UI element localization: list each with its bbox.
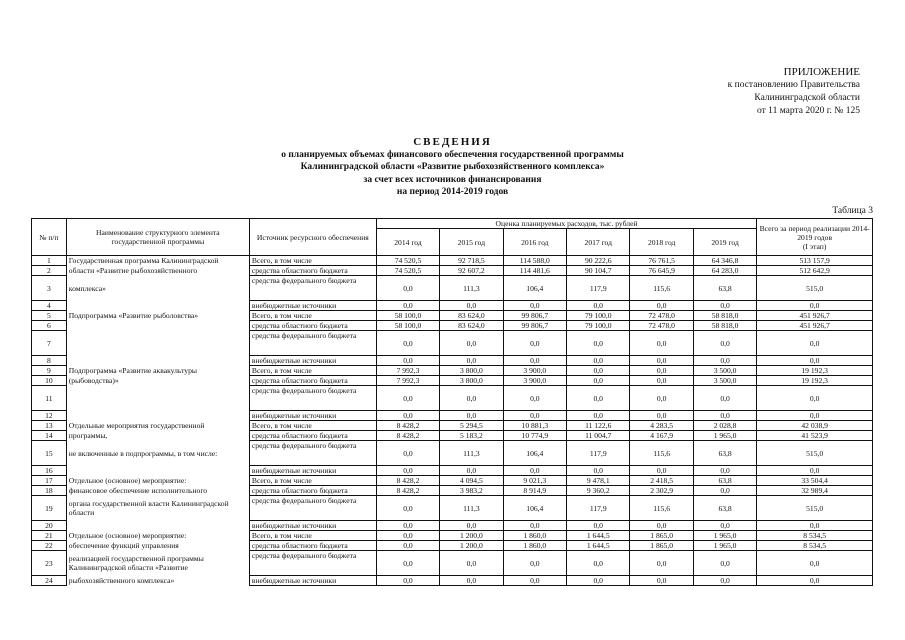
funding-source: средства федерального бюджета [249,276,376,301]
year-value: 0,0 [376,541,439,551]
year-value: 0,0 [376,386,439,411]
year-value: 10 881,3 [503,421,566,431]
funding-source: Всего, в том числе [249,476,376,486]
row-number: 14 [32,431,67,441]
row-number: 17 [32,476,67,486]
year-value: 72 478,0 [630,311,693,321]
year-value: 115,6 [630,441,693,466]
element-name-cell [66,331,249,356]
year-value: 0,0 [376,441,439,466]
year-value: 0,0 [630,386,693,411]
year-value: 114 481,6 [503,266,566,276]
year-value: 1 860,0 [503,531,566,541]
year-value: 74 520,5 [376,266,439,276]
element-name-cell: области «Развитие рыбохозяйственного [66,266,249,276]
year-value: 1 965,0 [693,531,756,541]
year-value: 0,0 [630,301,693,311]
heading-line: Калининградской области «Развитие рыбохозяйственного комплекса» [300,162,605,172]
table-row [32,311,873,321]
year-value: 0,0 [503,551,566,576]
funding-source: внебюджетные источники [249,301,376,311]
total-value: 41 523,9 [757,431,873,441]
year-value: 0,0 [693,386,756,411]
funding-source: средства федерального бюджета [249,331,376,356]
row-number: 12 [32,411,67,421]
year-value: 0,0 [567,376,630,386]
element-name-cell: рыбохозяйственного комплекса» [66,576,249,586]
year-value: 76 645,9 [630,266,693,276]
year-value: 7 992,3 [376,376,439,386]
table-row [32,476,873,486]
year-value: 92 607,2 [440,266,503,276]
table-row [32,421,873,431]
year-value: 9 478,1 [567,476,630,486]
funding-source: средства областного бюджета [249,541,376,551]
total-value: 0,0 [757,551,873,576]
year-value: 3 800,0 [440,366,503,376]
table-row [32,431,873,441]
year-value: 0,0 [693,521,756,531]
year-value: 0,0 [630,376,693,386]
header-year: 2014 год [376,229,439,256]
total-value: 8 534,5 [757,541,873,551]
year-value: 4 283,5 [630,421,693,431]
row-number: 11 [32,386,67,411]
year-value: 0,0 [693,551,756,576]
year-value: 0,0 [567,551,630,576]
header-source: Источник ресурсного обеспечения [249,219,376,256]
year-value: 0,0 [630,466,693,476]
row-number: 9 [32,366,67,376]
funding-source: средства областного бюджета [249,486,376,496]
total-value: 0,0 [757,301,873,311]
element-name-cell: Подпрограмма «Развитие аквакультуры [66,366,249,376]
year-value: 0,0 [503,301,566,311]
row-number: 10 [32,376,67,386]
year-value: 0,0 [440,521,503,531]
year-value: 0,0 [503,576,566,586]
year-value: 79 100,0 [567,321,630,331]
year-value: 0,0 [376,521,439,531]
year-value: 99 806,7 [503,311,566,321]
table-row [32,256,873,266]
year-value: 0,0 [567,386,630,411]
row-number: 21 [32,531,67,541]
table-row [32,521,873,531]
year-value: 117,9 [567,276,630,301]
header-name: Наименование структурного элемента государственной программы [66,219,249,256]
header-stage: (I этап) [802,241,827,251]
year-value: 0,0 [503,466,566,476]
year-value: 0,0 [376,411,439,421]
header-total-label: Всего за период реализации 2014-2019 годов [759,223,870,242]
year-value: 3 800,0 [440,376,503,386]
year-value: 114 588,0 [503,256,566,266]
year-value: 11 004,7 [567,431,630,441]
funding-source: средства федерального бюджета [249,551,376,576]
year-value: 0,0 [503,411,566,421]
total-value: 0,0 [757,331,873,356]
year-value: 9 021,3 [503,476,566,486]
table-row [32,411,873,421]
funding-source: Всего, в том числе [249,421,376,431]
year-value: 1 200,0 [440,541,503,551]
table-row [32,486,873,496]
row-number: 19 [32,496,67,521]
heading-line: на период 2014-2019 годов [396,187,509,197]
year-value: 83 624,0 [440,311,503,321]
row-number: 1 [32,256,67,266]
row-number: 8 [32,356,67,366]
year-value: 0,0 [567,521,630,531]
element-name-cell: Отдельное (основное) мероприятие: [66,476,249,486]
year-value: 79 100,0 [567,311,630,321]
year-value: 0,0 [440,356,503,366]
row-number: 7 [32,331,67,356]
year-value: 0,0 [567,411,630,421]
funding-source: внебюджетные источники [249,521,376,531]
year-value: 10 774,9 [503,431,566,441]
year-value: 0,0 [440,551,503,576]
year-value: 76 761,5 [630,256,693,266]
table-row [32,496,873,521]
year-value: 106,4 [503,276,566,301]
element-name-cell [66,411,249,421]
table-row [32,576,873,586]
year-value: 63,8 [693,441,756,466]
table-row [32,331,873,356]
row-number: 24 [32,576,67,586]
element-name-cell: обеспечение функций управления [66,541,249,551]
funding-source: Всего, в том числе [249,311,376,321]
year-value: 0,0 [440,576,503,586]
header-year: 2018 год [630,229,693,256]
header-num: № п/п [32,219,67,256]
appendix-line: к постановлению Правительства [727,80,860,90]
table-row [32,356,873,366]
element-name-cell: Отдельное (основное) мероприятие: [66,531,249,541]
row-number: 20 [32,521,67,531]
year-value: 0,0 [503,356,566,366]
year-value: 0,0 [376,356,439,366]
total-value: 32 989,4 [757,486,873,496]
year-value: 8 428,2 [376,431,439,441]
funding-source: внебюджетные источники [249,576,376,586]
funding-source: Всего, в том числе [249,366,376,376]
year-value: 1 644,5 [567,541,630,551]
table-row [32,541,873,551]
element-name-cell: программы, [66,431,249,441]
year-value: 0,0 [693,356,756,366]
year-value: 72 478,0 [630,321,693,331]
year-value: 9 360,2 [567,486,630,496]
year-value: 3 900,0 [503,366,566,376]
element-name-cell [66,321,249,331]
row-number: 4 [32,301,67,311]
year-value: 0,0 [693,466,756,476]
appendix-block [728,66,860,118]
table-row [32,531,873,541]
year-value: 8 428,2 [376,486,439,496]
year-value: 0,0 [693,576,756,586]
row-number: 3 [32,276,67,301]
year-value: 0,0 [630,331,693,356]
funding-source: средства областного бюджета [249,431,376,441]
table-body [32,256,873,586]
funding-source: средства федерального бюджета [249,496,376,521]
row-number: 22 [32,541,67,551]
element-name-cell: Отдельные мероприятия государственной [66,421,249,431]
year-value: 0,0 [376,551,439,576]
element-name-cell [66,386,249,411]
year-value: 1 865,0 [630,531,693,541]
year-value: 7 992,3 [376,366,439,376]
year-value: 5 183,2 [440,431,503,441]
funding-source: внебюджетные источники [249,466,376,476]
total-value: 19 192,3 [757,366,873,376]
year-value: 115,6 [630,496,693,521]
total-value: 512 642,9 [757,266,873,276]
year-value: 0,0 [503,521,566,531]
year-value: 1 860,0 [503,541,566,551]
year-value: 0,0 [503,386,566,411]
row-number: 6 [32,321,67,331]
year-value: 0,0 [693,301,756,311]
year-value: 64 283,0 [693,266,756,276]
year-value: 0,0 [440,411,503,421]
table-row [32,386,873,411]
year-value: 8 428,2 [376,476,439,486]
total-value: 0,0 [757,356,873,366]
year-value: 0,0 [376,496,439,521]
element-name-cell: Подпрограмма «Развитие рыболовства» [66,311,249,321]
year-value: 3 500,0 [693,366,756,376]
row-number: 18 [32,486,67,496]
year-value: 63,8 [693,496,756,521]
table-label: Таблица 3 [832,206,873,216]
year-value: 0,0 [630,521,693,531]
year-value: 3 900,0 [503,376,566,386]
year-value: 111,3 [440,441,503,466]
funding-source: средства областного бюджета [249,266,376,276]
appendix-line: от 11 марта 2020 г. № 125 [757,106,860,116]
document-heading [0,136,905,199]
header-year: 2017 год [567,229,630,256]
year-value: 0,0 [630,411,693,421]
year-value: 58 818,0 [693,321,756,331]
year-value: 8 428,2 [376,421,439,431]
total-value: 451 926,7 [757,311,873,321]
row-number: 2 [32,266,67,276]
element-name-cell: Государственная программа Калининградской [66,256,249,266]
total-value: 515,0 [757,276,873,301]
funding-table [31,218,873,586]
year-value: 92 718,5 [440,256,503,266]
total-value: 0,0 [757,576,873,586]
year-value: 0,0 [567,366,630,376]
year-value: 106,4 [503,441,566,466]
total-value: 0,0 [757,521,873,531]
total-value: 8 534,5 [757,531,873,541]
year-value: 4 167,9 [630,431,693,441]
total-value: 513 157,9 [757,256,873,266]
year-value: 58 818,0 [693,311,756,321]
appendix-title: ПРИЛОЖЕНИЕ [783,66,860,78]
year-value: 0,0 [567,301,630,311]
year-value: 0,0 [567,466,630,476]
element-name-cell: реализацией государственной программы Калининградской области «Развитие [66,551,249,576]
year-value: 58 100,0 [376,311,439,321]
year-value: 2 418,5 [630,476,693,486]
year-value: 11 122,6 [567,421,630,431]
year-value: 1 965,0 [693,431,756,441]
heading-line: о планируемых объемах финансового обеспечения государственной программы [281,149,624,160]
year-value: 58 100,0 [376,321,439,331]
year-value: 111,3 [440,276,503,301]
appendix-line: Калининградской области [754,93,860,103]
element-name-cell: органа государственной власти Калининградской области [66,496,249,521]
year-value: 83 624,0 [440,321,503,331]
element-name-cell: (рыбоводства)» [66,376,249,386]
year-value: 2 302,9 [630,486,693,496]
year-value: 64 346,8 [693,256,756,266]
year-value: 115,6 [630,276,693,301]
element-name-cell [66,521,249,531]
funding-source: средства федерального бюджета [249,386,376,411]
year-value: 0,0 [567,331,630,356]
total-value: 33 504,4 [757,476,873,486]
element-name-cell: не включенные в подпрограммы, в том числе: [66,441,249,466]
table-row [32,301,873,311]
total-value: 0,0 [757,411,873,421]
year-value: 0,0 [376,276,439,301]
funding-source: средства областного бюджета [249,321,376,331]
element-name-cell: финансовое обеспечение исполнительного [66,486,249,496]
year-value: 90 104,7 [567,266,630,276]
table-row [32,376,873,386]
total-value: 0,0 [757,386,873,411]
element-name-cell [66,466,249,476]
total-value: 515,0 [757,496,873,521]
funding-source: внебюджетные источники [249,356,376,366]
year-value: 0,0 [693,331,756,356]
year-value: 2 028,8 [693,421,756,431]
header-estimate: Оценка планируемых расходов, тыс. рублей [376,219,757,229]
table-row [32,366,873,376]
year-value: 117,9 [567,496,630,521]
table-row [32,466,873,476]
table-row [32,276,873,301]
funding-source: средства федерального бюджета [249,441,376,466]
year-value: 0,0 [440,386,503,411]
table-row [32,551,873,576]
funding-source: средства областного бюджета [249,376,376,386]
year-value: 111,3 [440,496,503,521]
header-year: 2019 год [693,229,756,256]
header-year: 2015 год [440,229,503,256]
funding-source: внебюджетные источники [249,411,376,421]
row-number: 13 [32,421,67,431]
year-value: 1 865,0 [630,541,693,551]
row-number: 5 [32,311,67,321]
year-value: 0,0 [376,331,439,356]
year-value: 117,9 [567,441,630,466]
heading-title: СВЕДЕНИЯ [413,136,492,148]
funding-source: Всего, в том числе [249,531,376,541]
year-value: 0,0 [630,576,693,586]
total-value: 42 038,9 [757,421,873,431]
year-value: 0,0 [376,531,439,541]
table-row [32,441,873,466]
year-value: 90 222,6 [567,256,630,266]
total-value: 515,0 [757,441,873,466]
table-row [32,266,873,276]
heading-line: за счет всех источников финансирования [363,174,542,185]
year-value: 0,0 [630,551,693,576]
total-value: 0,0 [757,466,873,476]
row-number: 15 [32,441,67,466]
year-value: 106,4 [503,496,566,521]
year-value: 0,0 [630,356,693,366]
year-value: 74 520,5 [376,256,439,266]
year-value: 63,8 [693,276,756,301]
year-value: 0,0 [567,576,630,586]
row-number: 16 [32,466,67,476]
year-value: 8 914,9 [503,486,566,496]
element-name-cell: комплекса» [66,276,249,301]
year-value: 0,0 [376,466,439,476]
year-value: 3 983,2 [440,486,503,496]
total-value: 19 192,3 [757,376,873,386]
total-value: 451 926,7 [757,321,873,331]
year-value: 1 200,0 [440,531,503,541]
funding-source: Всего, в том числе [249,256,376,266]
year-value: 0,0 [440,301,503,311]
year-value: 3 500,0 [693,376,756,386]
element-name-cell [66,356,249,366]
year-value: 4 094,5 [440,476,503,486]
year-value: 0,0 [503,331,566,356]
year-value: 0,0 [376,576,439,586]
year-value: 0,0 [693,411,756,421]
row-number: 23 [32,551,67,576]
year-value: 1 965,0 [693,541,756,551]
year-value: 63,8 [693,476,756,486]
element-name-cell [66,301,249,311]
year-value: 1 644,5 [567,531,630,541]
year-value: 0,0 [630,366,693,376]
year-value: 5 294,5 [440,421,503,431]
year-value: 0,0 [376,301,439,311]
table-row [32,321,873,331]
year-value: 99 806,7 [503,321,566,331]
year-value: 0,0 [440,466,503,476]
year-value: 0,0 [693,486,756,496]
year-value: 0,0 [567,356,630,366]
year-value: 0,0 [440,331,503,356]
header-year: 2016 год [503,229,566,256]
header-total [757,219,873,256]
